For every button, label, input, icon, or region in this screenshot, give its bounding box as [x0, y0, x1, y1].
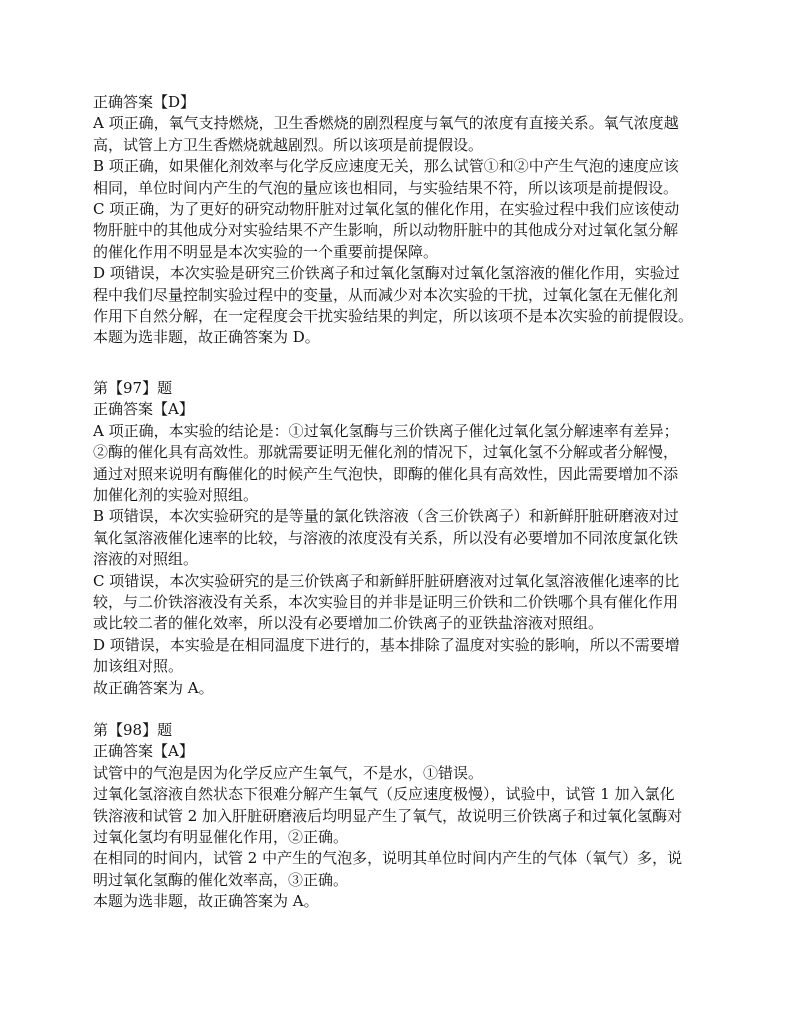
option-a-explanation: A 项正确，氧气支持燃烧，卫生香燃烧的剧烈程度与氧气的浓度有直接关系。氧气浓度越: [93, 114, 679, 133]
statement-1-explanation: 试管中的气泡是因为化学反应产生氧气，不是水，①错误。: [93, 763, 484, 782]
statement-2-explanation: 过氧化氢溶液自然状态下很难分解产生氧气（反应速度极慢），试验中，试管 1 加入氯化: [93, 785, 675, 804]
option-b-explanation: 溶液的对照组。: [93, 550, 199, 569]
option-d-explanation: D 项错误，本次实验是研究三价铁离子和过氧化氢酶对过氧化氢溶液的催化作用，实验过: [93, 264, 680, 283]
option-d-explanation: 程中我们尽量控制实验过程中的变量，从而减少对本次实验的干扰，过氧化氢在无催化剂: [93, 285, 679, 304]
question-number: 第【97】题: [93, 379, 173, 397]
question-98-explanation: [93, 720, 723, 913]
answer-line: 正确答案【D】: [93, 93, 196, 111]
statement-2-explanation: 铁溶液和试管 2 加入肝脏研磨液后均明显产生了氧气，故说明三价铁离子和过氧化氢酶对: [93, 806, 683, 825]
option-d-explanation: D 项错误，本实验是在相同温度下进行的，基本排除了温度对实验的影响，所以不需要增: [93, 635, 680, 654]
option-d-explanation: 作用下自然分解，在一定程度会干扰实验结果的判定，所以该项不是本次实验的前提假设。: [93, 307, 694, 326]
question-97-explanation: [93, 378, 723, 699]
conclusion-line: 本题为选非题，故正确答案为 A。: [93, 892, 319, 911]
option-a-explanation: 加催化剂的实验对照组。: [93, 486, 259, 505]
option-a-explanation: 高，试管上方卫生香燃烧就越剧烈。所以该项是前提假设。: [93, 135, 484, 154]
conclusion-line: 故正确答案为 A。: [93, 678, 214, 697]
option-a-explanation: A 项正确，本实验的结论是：①过氧化氢酶与三价铁离子催化过氧化氢分解速率有差异；: [93, 421, 679, 440]
option-c-explanation: 或比较二者的催化效率，所以没有必要增加二价铁离子的亚铁盐溶液对照组。: [93, 614, 604, 633]
statement-2-explanation: 过氧化氢均有明显催化作用，②正确。: [93, 828, 349, 847]
answer-line: 正确答案【A】: [93, 400, 194, 419]
option-c-explanation: C 项正确，为了更好的研究动物肝脏对过氧化氢的催化作用，在实验过程中我们应该使动: [93, 200, 680, 219]
option-b-explanation: B 项正确，如果催化剂效率与化学反应速度无关，那么试管①和②中产生气泡的速度应该: [93, 157, 679, 176]
question-96-explanation: [93, 92, 723, 349]
option-c-explanation: 物肝脏中的其他成分对实验结果不产生影响，所以动物肝脏中的其他成分对过氧化氢分解: [93, 221, 679, 240]
statement-3-explanation: 在相同的时间内，试管 2 中产生的气泡多，说明其单位时间内产生的气体（氧气）多，说: [93, 849, 683, 868]
question-number: 第【98】题: [93, 721, 173, 739]
option-b-explanation: B 项错误，本次实验研究的是等量的氯化铁溶液（含三价铁离子）和新鲜肝脏研磨液对过: [93, 507, 679, 526]
option-b-explanation: 相同，单位时间内产生的气泡的量应该也相同，与实验结果不符，所以该项是前提假设。: [93, 178, 679, 197]
conclusion-line: 本题为选非题，故正确答案为 D。: [93, 328, 320, 347]
option-b-explanation: 氧化氢溶液催化速率的比较，与溶液的浓度没有关系，所以没有必要增加不同浓度氯化铁: [93, 528, 679, 547]
answer-line: 正确答案【A】: [93, 742, 194, 761]
option-a-explanation: 通过对照来说明有酶催化的时候产生气泡快，即酶的催化具有高效性，因此需要增加不添: [93, 464, 679, 483]
option-c-explanation: 的催化作用不明显是本次实验的一个重要前提保障。: [93, 242, 439, 261]
option-a-explanation: ②酶的催化具有高效性。那就需要证明无催化剂的情况下，过氧化氢不分解或者分解慢，: [93, 443, 679, 462]
statement-3-explanation: 明过氧化氢酶的催化效率高，③正确。: [93, 870, 349, 889]
option-c-explanation: C 项错误，本次实验研究的是三价铁离子和新鲜肝脏研磨液对过氧化氢溶液催化速率的比: [93, 571, 680, 590]
option-d-explanation: 加该组对照。: [93, 657, 184, 676]
option-c-explanation: 较，与二价铁溶液没有关系，本次实验目的并非是证明三价铁和二价铁哪个具有催化作用: [93, 593, 679, 612]
